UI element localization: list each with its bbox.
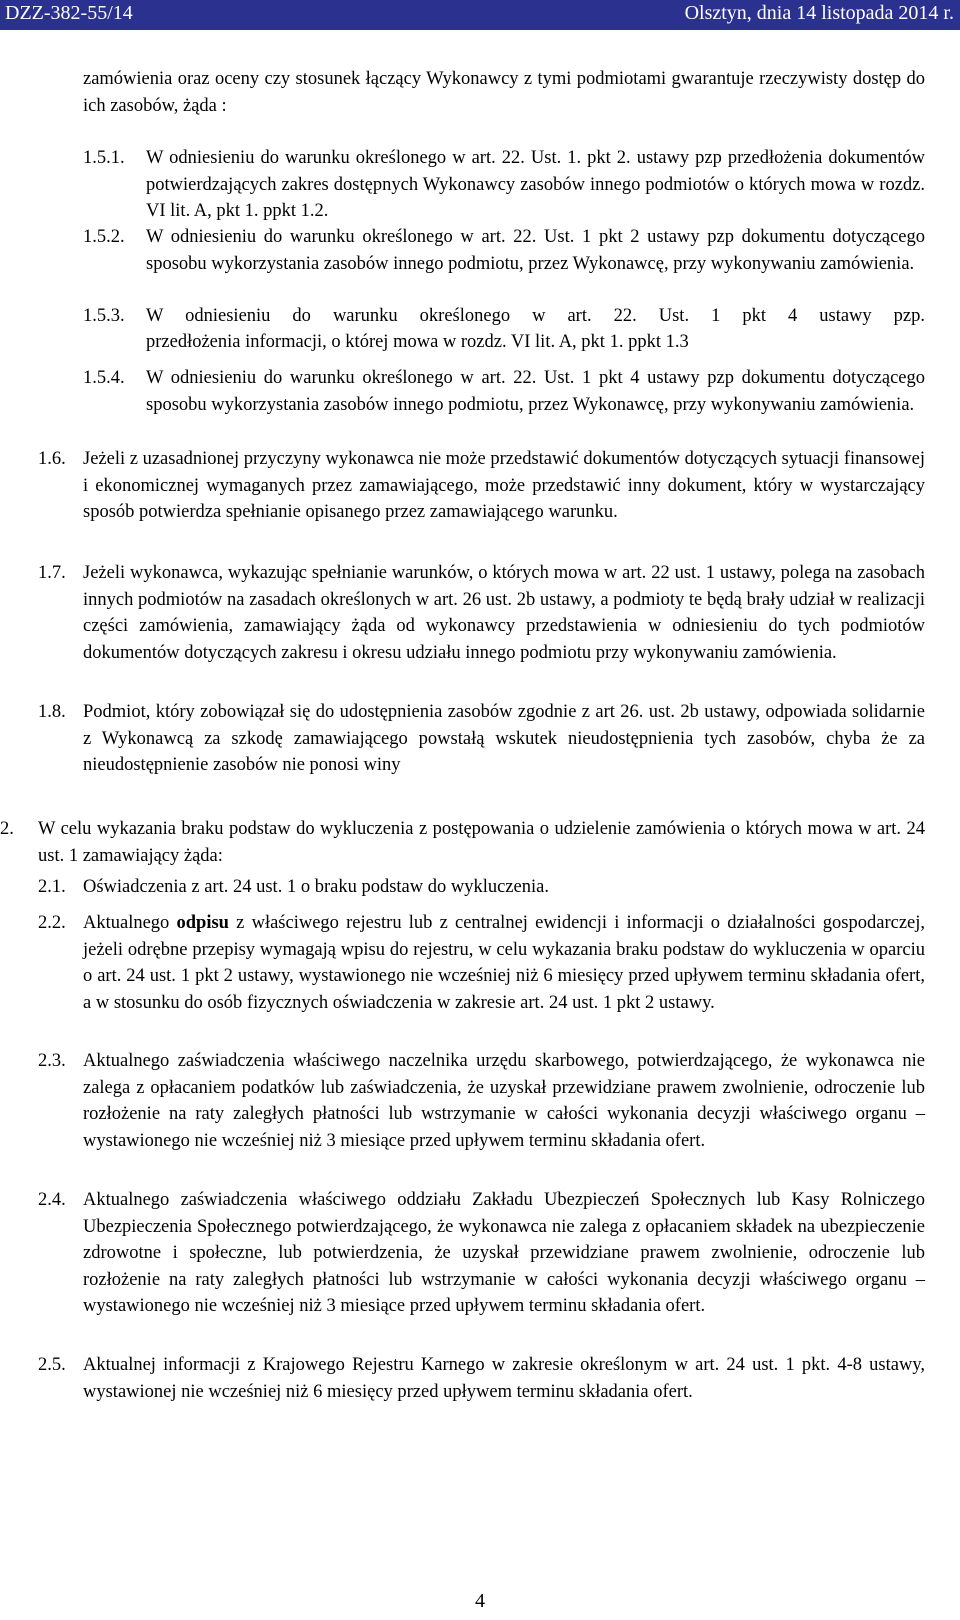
item-number: 2.5. (38, 1355, 66, 1375)
item-text: W odniesieniu do warunku określonego w art. 22. Ust. 1. pkt 2. ustawy pzp przedłożenia dokumentów potwierdzających zakres dostępnych Wykonawcy zasobów innego podmiotów o których mowa w rozdz. VI lit. A, pkt 1. ppkt 1.2. (146, 148, 925, 221)
item-number: 1.6. (38, 449, 66, 469)
section-number: 2. (0, 819, 14, 839)
item-number: 1.7. (38, 563, 66, 583)
item-text: Podmiot, który zobowiązał się do udostępnienia zasobów zgodnie z art 26. ust. 2b ustawy, odpowiada solidarnie z Wykonawcą za szkodę zamawiającego powstałą wskutek nieudostępnienia tych zasobów, chyba że za nieudostępnienie zasobów nie ponosi winy (83, 702, 925, 775)
item-text: W odniesieniu do warunku określonego w art. 22. Ust. 1 pkt 2 ustawy pzp dokumentu dotyczącego sposobu wykorzystania zasobów innego podmiotu, przez Wykonawcę, przy wykonywaniu zamówienia. (146, 227, 925, 274)
section-text: W celu wykazania braku podstaw do wykluczenia z postępowania o udzielenie zamówienia o których mowa w art. 24 ust. 1 zamawiający żąda: (38, 819, 925, 866)
item-number: 1.5.4. (83, 368, 125, 388)
document-reference: DZZ-382-55/14 (5, 2, 133, 24)
item-number: 2.4. (38, 1190, 66, 1210)
item-text: Aktualnego odpisu z właściwego rejestru lub z centralnej ewidencji i informacji o działalności gospodarczej, jeżeli odrębne przepisy wymagają wpisu do rejestru, w celu wykazania braku podstaw do wykluczenia w oparciu o art. 24 ust. 1 pkt 2 ustawy, wystawionego nie wcześniej niż 6 miesięcy przed upływem terminu składania ofert, a w stosunku do osób fizycznych oświadczenia w zakresie art. 24 ust. 1 pkt 2 ustawy. (83, 913, 926, 1013)
page-number: 4 (475, 1590, 485, 1612)
item-number: 1.5.2. (83, 227, 125, 247)
item-number: 2.2. (38, 913, 66, 933)
item-text: przedłożenia informacji, o której mowa w rozdz. VI lit. A, pkt 1. ppkt 1.3 (146, 332, 689, 352)
item-text: Aktualnego zaświadczenia właściwego naczelnika urzędu skarbowego, potwierdzającego, że wykonawca nie zalega z opłacaniem podatków lub zaświadczenia, że uzyskał przewidziane prawem zwolnienie, odroczenie lub rozłożenie na raty zaległych płatności lub wstrzymanie w całości wykonania decyzji właściwego organu – wystawionego nie wcześniej niż 3 miesiące przed upływem terminu składania ofert. (83, 1051, 925, 1151)
item-number: 1.5.1. (83, 148, 125, 168)
item-number: 2.3. (38, 1051, 66, 1071)
bold-term: odpisu (176, 913, 229, 933)
item-text: Aktualnego zaświadczenia właściwego oddziału Zakładu Ubezpieczeń Społecznych lub Kasy Rolniczego Ubezpieczenia Społecznego potwierdzającego, że wykonawca nie zalega z opłacaniem składek na ubezpieczenie zdrowotne i społeczne, lub potwierdzenia, że uzyskał przewidziane prawem zwolnienie, odroczenie lub rozłożenie na raty zaległych płatności lub wstrzymanie w całości wykonania decyzji właściwego organu – wystawionego nie wcześniej niż 3 miesiące przed upływem terminu składania ofert. (83, 1190, 925, 1316)
item-text: Jeżeli z uzasadnionej przyczyny wykonawca nie może przedstawić dokumentów dotyczących sytuacji finansowej i ekonomicznej wymaganych przez zamawiającego, może przedstawić inny dokument, który w wystarczający sposób potwierdza spełnianie opisanego przez zamawiającego warunku. (83, 449, 925, 522)
item-text: W odniesieniu do warunku określonego w art. 22. Ust. 1 pkt 4 ustawy pzp dokumentu dotyczącego sposobu wykorzystania zasobów innego podmiotu, przez Wykonawcę, przy wykonywaniu zamówienia. (146, 368, 925, 415)
item-text: Jeżeli wykonawca, wykazując spełnianie warunków, o których mowa w art. 22 ust. 1 ustawy, polega na zasobach innych podmiotów na zasadach określonych w art. 26 ust. 2b ustawy, a podmioty te będą brały udział w realizacji części zamówienia, zamawiający żąda od wykonawcy przedstawienia w odniesieniu do tych podmiotów dokumentów dotyczących zakresu i okresu udziału innego podmiotu przy wykonywaniu zamówienia. (83, 563, 925, 663)
item-text: W odniesieniu do warunku określonego w art. 22. Ust. 1 pkt 4 ustawy pzp. (146, 306, 925, 326)
item-number: 1.8. (38, 702, 66, 722)
item-number: 2.1. (38, 877, 66, 897)
item-number: 1.5.3. (83, 306, 125, 326)
intro-paragraph: zamówienia oraz oceny czy stosunek łączący Wykonawcy z tymi podmiotami gwarantuje rzeczywisty dostęp do ich zasobów, żąda : (83, 69, 925, 116)
item-text: Aktualnej informacji z Krajowego Rejestru Karnego w zakresie określonym w art. 24 ust. 1 pkt. 4-8 ustawy, wystawionej nie wcześniej niż 6 miesięcy przed upływem terminu składania ofert. (83, 1355, 925, 1402)
page-header (0, 0, 960, 30)
place-and-date: Olsztyn, dnia 14 listopada 2014 r. (684, 2, 954, 24)
item-text: Oświadczenia z art. 24 ust. 1 o braku podstaw do wykluczenia. (83, 877, 549, 897)
